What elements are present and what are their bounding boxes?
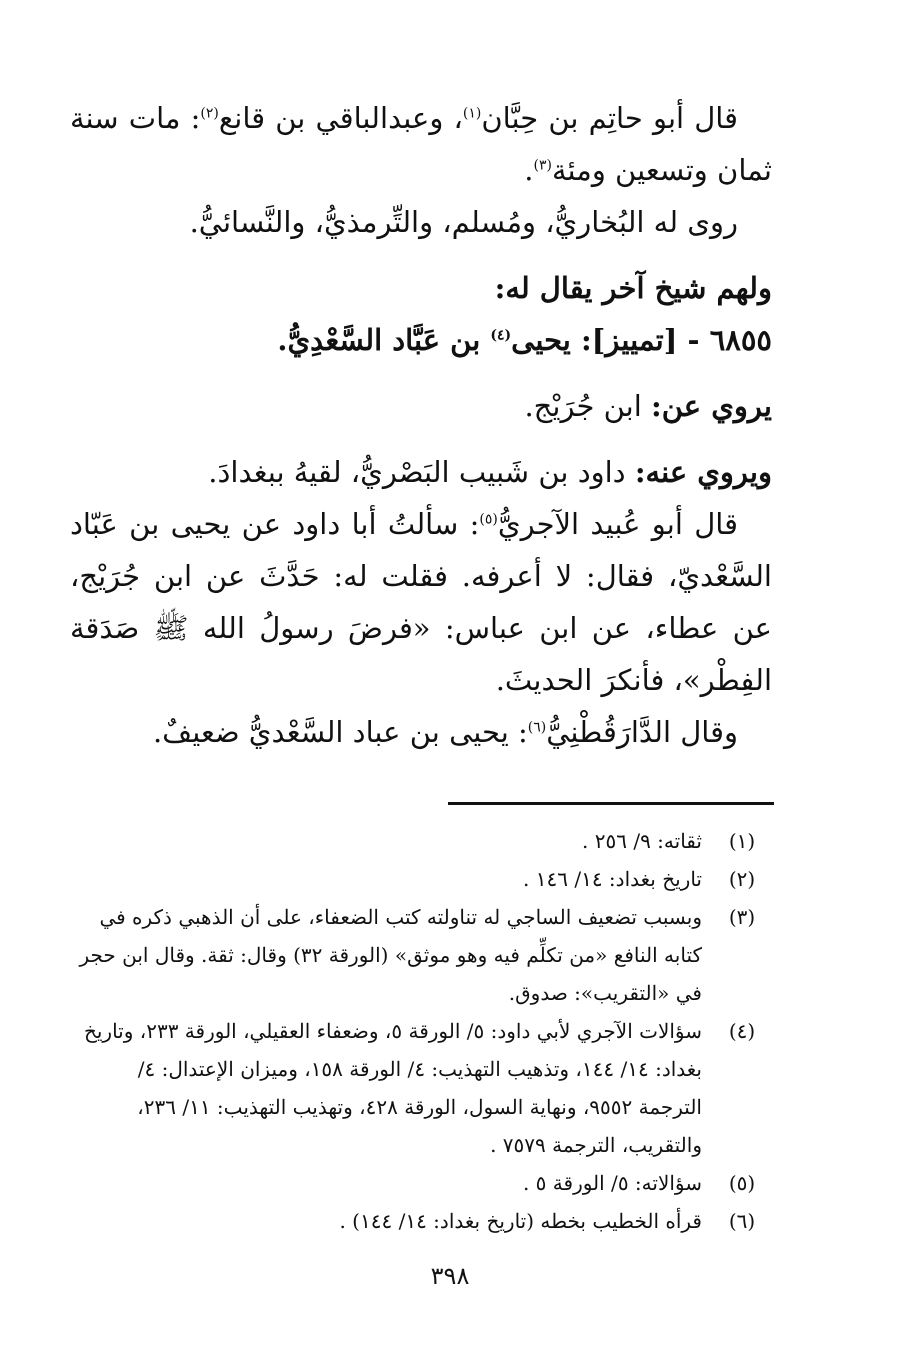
footnote-ref-6: (٦) <box>527 719 547 736</box>
footnote <box>70 898 772 1012</box>
footnote-text: وبسبب تضعيف الساجي له تناولته كتب الضعفاء، على أن الذهبي ذكره في كتابه النافع «من تكلِّم فيه وهو موثق» (الورقة ٣٢) وقال: ثقة. وقال ابن حجر في «التقريب»: صدوق. <box>79 905 702 1005</box>
footnote <box>70 860 772 898</box>
footnote-ref-3: (٣) <box>533 157 552 174</box>
footnote-text: قرأه الخطيب بخطه (تاريخ بغداد: ١٤/ ١٤٤) . <box>339 1209 702 1233</box>
footnote-text: سؤالات الآجري لأبي داود: ٥/ الورقة ٥، وضعفاء العقيلي، الورقة ٢٣٣، وتاريخ بغداد: ١٤/ ١٤٤، وتذهيب التهذيب: ٤/ الورقة ١٥٨، وميزان الإعتدال: ٤/ الترجمة ٩٥٥٢، ونهاية السول، الورقة ٤٢٨، وتهذيب التهذيب: ١١/ ٢٣٦، والتقريب، الترجمة ٧٥٧٩ . <box>83 1019 702 1157</box>
paragraph-narrators: روى له البُخاريُّ، ومُسلم، والتِّرمذيُّ، والنَّسائيُّ. <box>189 205 738 239</box>
footnote <box>70 1164 772 1202</box>
footnote-number: (٥) <box>728 1171 756 1195</box>
paragraph-narrated-by: ويروي عنه: داود بن شَبيب البَصْريُّ، لقيهُ ببغدادَ. <box>208 455 772 489</box>
footnote-ref-5: (٥) <box>479 511 498 528</box>
paragraph-ajurri: قال أبو عُبيد الآجريُّ$^{(٥)}$: سألتُ أبا داود عن يحيى بن عَبّاد السَّعْديّ، فقال: لا أعرفه. فقلت له: حَدَّثَ عن ابن جُرَيْج، عن عطاء، عن ابن عباس: «فرضَ رسولُ الله ﷺ صَدَقة الفِطْر»، فأنكرَ الحديثَ. <box>70 507 772 697</box>
footnote-text: سؤالاته: ٥/ الورقة ٥ . <box>522 1171 702 1195</box>
main-text <box>70 92 772 758</box>
narrated-by-label: ويروي عنه: <box>634 455 772 489</box>
footnote <box>70 1012 772 1164</box>
footnote-number: (٦) <box>728 1209 756 1233</box>
footnote-number: (٢) <box>728 867 756 891</box>
footnote-divider <box>448 802 774 805</box>
footnote-number: (١) <box>728 829 756 853</box>
paragraph-narrates-from: يروي عن: ابن جُرَيْج. <box>524 389 772 423</box>
footnote-text: تاريخ بغداد: ١٤/ ١٤٦ . <box>523 867 702 891</box>
page-number: ٣٩٨ <box>430 1262 470 1290</box>
section-heading: ولهم شيخ آخر يقال له: <box>494 271 772 305</box>
paragraph-daraqutni: وقال الدَّارَقُطْنِيُّ$^{(٦)}$: يحيى بن عباد السَّعْديُّ ضعيفٌ. <box>152 715 738 749</box>
footnote-number: (٣) <box>728 905 756 929</box>
footnote-text: ثقاته: ٩/ ٢٥٦ . <box>582 829 702 853</box>
paragraph-death-date: قال أبو حاتِم بن حِبَّان$^{(١)}$، وعبدالباقي بن قانع$^{(٢)}$: مات سنة ثمان وتسعين ومئة$^{(٣)}$. <box>70 101 772 187</box>
footnote-ref-2: (٢) <box>200 105 219 122</box>
footnote-ref-1: (١) <box>462 105 482 122</box>
entry-title: ٦٨٥٥ - [تمييز]: يحيى$^{(٤)}$ بن عَبَّاد السَّعْدِيُّ. <box>277 323 772 357</box>
footnote <box>70 822 772 860</box>
footnote-ref-4: (٤) <box>490 327 512 344</box>
narrates-from-label: يروي عن: <box>651 389 772 423</box>
footnote-number: (٤) <box>728 1019 756 1043</box>
footnotes <box>70 822 772 1240</box>
footnote <box>70 1202 772 1240</box>
